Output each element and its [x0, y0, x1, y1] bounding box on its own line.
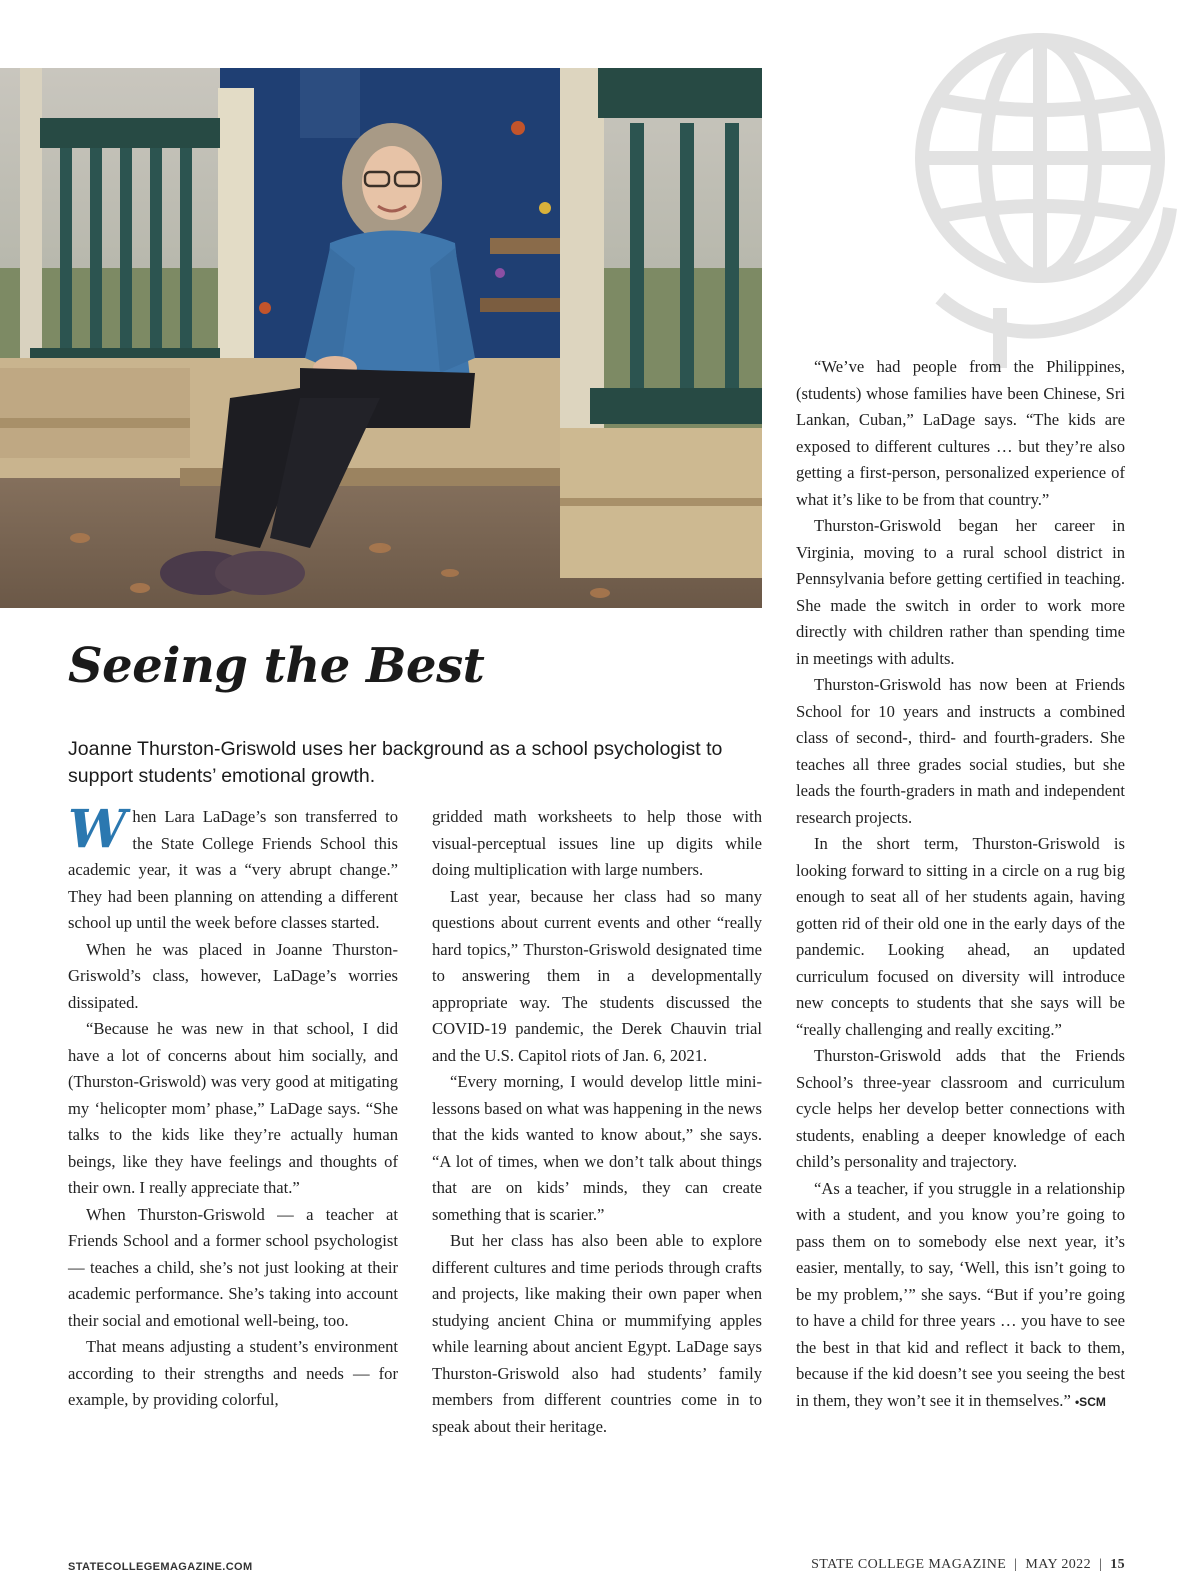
page-number: 15	[1110, 1557, 1125, 1572]
article-title: Seeing the Best	[68, 638, 485, 694]
article-paragraph: When Lara LaDage’s son transferred to the State College Friends School this academic year, it was a “very abrupt change.” They had been planning on attending a different school up until the week before classes started.	[68, 799, 398, 932]
footer-publication: STATE COLLEGE MAGAZINE	[811, 1557, 1007, 1572]
footer-issue: MAY 2022	[1025, 1557, 1091, 1572]
footer-separator: |	[1014, 1557, 1018, 1572]
article-column-1	[68, 799, 398, 1414]
article-paragraph: “As a teacher, if you struggle in a relationship with a student, and you know you’re going to pass them on to somebody else next year, it’s easier, mentally, to say, ‘Well, this isn’t going to be my problem,’” she says. “But if you’re going to have a child for three years … you have to see the best in that kid and reflect it back to them, because if the kid doesn’t see you seeing the best in them, they won’t see it in themselves.” •SCM	[796, 1178, 1125, 1410]
article-paragraph: Last year, because her class had so many questions about current events and other “really hard topics,” Thurston-Griswold designated time to answering them in a developmentally appropriate way. The students discussed the COVID-19 pandemic, the Derek Chauvin trial and the U.S. Capitol riots of Jan. 6, 2021.	[432, 886, 762, 1065]
article-paragraph: “Because he was new in that school, I did have a lot of concerns about him socially, and (Thurston-Griswold) was very good at mitigating my ‘helicopter mom’ phase,” LaDage says. “She talks to the kids like they’re actually human beings, like they have feelings and thoughts of their own. I really appreciate that.”	[68, 1019, 398, 1197]
article-paragraph: Thurston-Griswold adds that the Friends School’s three-year classroom and curriculum cycle helps her develop better connections with students, enabling a deeper knowledge of each child’s personality and trajectory.	[796, 1046, 1125, 1171]
article-paragraph: Thurston-Griswold began her career in Virginia, moving to a rural school district in Pennsylvania before getting certified in teaching. She made the switch in order to work more directly with children rather than spending time in meetings with adults.	[796, 516, 1125, 668]
article-paragraph: When Thurston-Griswold — a teacher at Friends School and a former school psychologist — teaches a child, she’s not just looking at their academic performance. She’s taking into account their social and emotional well-being, too.	[68, 1204, 398, 1330]
article-paragraph: In the short term, Thurston-Griswold is looking forward to sitting in a circle on a rug big enough to seat all of her students again, having gotten rid of their old one in the early days of the pandemic. Looking ahead, an updated curriculum focused on diversity will introduce new concepts to students that she says will be “really challenging and really exciting.”	[796, 834, 1125, 1039]
article-paragraph: Thurston-Griswold has now been at Friends School for 10 years and instructs a combined class of second-, third- and fourth-graders. She teaches all three grades social studies, but she leads the fourth-graders in math and independent research projects.	[796, 675, 1125, 827]
article-paragraph: But her class has also been able to explore different cultures and time periods through crafts and projects, like making their own paper when studying ancient China or mummifying apples while learning about ancient Egypt. LaDage says Thurston-Griswold also had students’ family members from different countries come in to speak about their heritage.	[432, 1231, 762, 1436]
article-paragraph: “Every morning, I would develop little mini-lessons based on what was happening in the news that the kids wanted to know about,” she says. “A lot of times, when we don’t talk about things that are on kids’ minds, they can create something that is scarier.”	[432, 1072, 762, 1224]
article-paragraph: That means adjusting a student’s environment according to their strengths and needs — for example, by providing colorful,	[68, 1337, 398, 1409]
footer-separator: |	[1098, 1557, 1103, 1572]
drop-cap: W	[68, 799, 127, 860]
article-column-2	[432, 804, 762, 1440]
end-mark: •SCM	[1074, 1394, 1106, 1409]
article-paragraph: When he was placed in Joanne Thurston-Griswold’s class, however, LaDage’s worries dissipated.	[68, 939, 398, 1012]
article-paragraph: “We’ve had people from the Philippines, (students) whose families have been Chinese, Sri Lankan, Cuban,” LaDage says. “The kids are exposed to different cultures … but they’re also getting a first-person, personalized experience of what it’s like to be from that country.”	[796, 357, 1125, 509]
article-photo	[0, 68, 762, 608]
globe-icon	[880, 8, 1190, 368]
article-column-3	[796, 354, 1125, 1415]
footer-website: STATECOLLEGEMAGAZINE.COM	[68, 1561, 253, 1573]
footer-folio	[811, 1557, 1125, 1573]
article-paragraph: gridded math worksheets to help those with visual-perceptual issues line up digits while doing multiplication with large numbers.	[432, 807, 762, 879]
article-deck: Joanne Thurston-Griswold uses her background as a school psychologist to support students’ emotional growth.	[68, 738, 723, 787]
